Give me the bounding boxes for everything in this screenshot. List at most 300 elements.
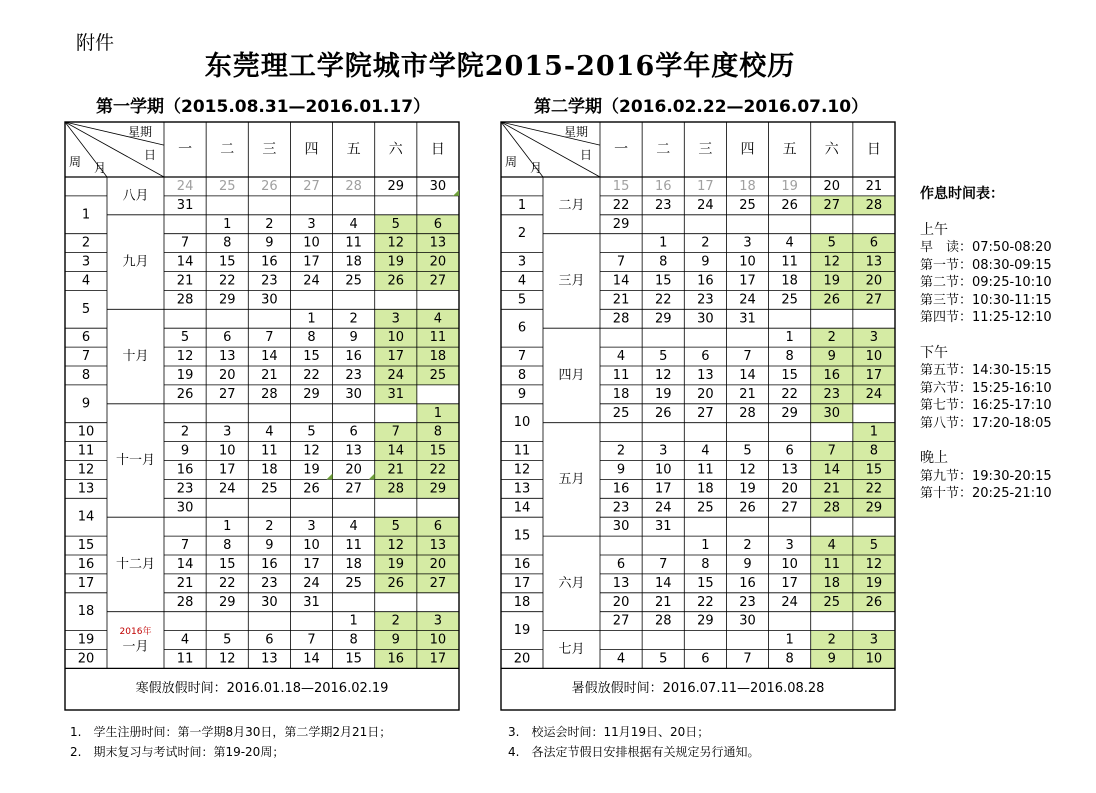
day-number: 28 [345, 178, 362, 194]
schedule-item: 第一节：08:30-09:15 [920, 257, 1052, 273]
day-number: 26 [865, 594, 883, 610]
day-number: 11 [612, 367, 630, 383]
day-number: 24 [218, 481, 236, 497]
day-number: 18 [345, 254, 362, 270]
day-number: 23 [612, 500, 630, 516]
day-number: 13 [781, 462, 798, 478]
day-number: 21 [823, 481, 841, 497]
semester2-calendar [500, 121, 896, 711]
day-number: 4 [785, 235, 794, 251]
day-number: 14 [303, 651, 320, 667]
day-number: 1 [785, 632, 794, 648]
day-number: 31 [387, 386, 405, 402]
day-number: 21 [387, 462, 405, 478]
day-number: 16 [739, 575, 756, 591]
day-number: 3 [223, 424, 232, 440]
week-number: 19 [513, 623, 531, 639]
day-number: 15 [429, 443, 447, 459]
day-number: 30 [176, 500, 194, 516]
day-number: 8 [785, 349, 794, 365]
schedule-group-title: 晚上 [920, 450, 948, 466]
weekday-header: 三 [698, 141, 713, 158]
day-number: 29 [429, 481, 447, 497]
day-number: 20 [429, 254, 447, 270]
weekday-header: 五 [346, 141, 361, 158]
weekday-header: 一 [178, 141, 193, 158]
day-number: 26 [387, 273, 405, 289]
day-number: 28 [739, 405, 756, 421]
schedule-item: 第六节：15:25-16:10 [920, 380, 1052, 396]
day-number: 3 [743, 235, 752, 251]
day-number: 25 [345, 273, 362, 289]
day-number: 30 [261, 292, 278, 308]
day-number: 24 [303, 273, 320, 289]
day-number: 25 [823, 594, 841, 610]
day-number: 7 [265, 330, 274, 346]
day-number: 28 [387, 481, 405, 497]
day-number: 12 [739, 462, 756, 478]
day-number: 10 [387, 330, 405, 346]
day-number: 5 [307, 424, 316, 440]
day-number: 30 [345, 386, 362, 402]
day-number: 23 [261, 273, 278, 289]
day-number: 10 [654, 462, 672, 478]
day-number: 29 [303, 386, 320, 402]
month-label: 月 [529, 161, 543, 175]
day-number: 29 [218, 594, 236, 610]
day-number: 22 [865, 481, 883, 497]
month-name: 十二月 [115, 556, 156, 572]
day-number: 16 [612, 481, 630, 497]
day-number: 25 [429, 367, 447, 383]
daily-schedule [920, 186, 1052, 521]
week-number: 17 [77, 575, 95, 591]
day-number: 17 [697, 178, 714, 194]
day-number: 26 [823, 292, 841, 308]
week-number: 6 [81, 330, 91, 346]
week-label: 周 [68, 155, 82, 169]
day-number: 7 [180, 235, 190, 251]
day-number: 9 [265, 235, 274, 251]
day-number: 3 [659, 443, 668, 459]
day-number: 14 [176, 254, 194, 270]
day-number: 26 [387, 575, 405, 591]
day-number: 8 [785, 651, 794, 667]
week-number: 4 [517, 273, 527, 289]
day-number: 21 [176, 273, 194, 289]
day-number: 15 [218, 556, 236, 572]
day-number: 31 [739, 311, 756, 327]
day-number: 22 [654, 292, 672, 308]
day-number: 7 [307, 632, 316, 648]
month-name: 三月 [558, 273, 585, 289]
day-number: 24 [387, 367, 405, 383]
week-number: 20 [77, 651, 95, 667]
weekday-header: 六 [824, 141, 839, 158]
day-number: 20 [781, 481, 798, 497]
weekday-header: 一 [614, 141, 629, 158]
day-number: 23 [261, 575, 278, 591]
day-number: 17 [739, 273, 756, 289]
day-number: 9 [349, 330, 358, 346]
day-number: 2 [349, 311, 358, 327]
day-number: 30 [612, 519, 630, 535]
day-number: 10 [781, 556, 798, 572]
day-number: 19 [823, 273, 841, 289]
month-name: 十月 [122, 349, 149, 365]
semester2-title: 第二学期（2016.02.22—2016.07.10） [534, 97, 869, 117]
day-number: 26 [781, 197, 798, 213]
month-name: 五月 [558, 471, 585, 487]
schedule-item: 早 读：07:50-08:20 [920, 240, 1052, 255]
day-number: 2 [265, 519, 274, 535]
schedule-group-title: 上午 [920, 221, 948, 238]
day-number: 22 [429, 462, 447, 478]
day-number: 4 [349, 216, 358, 232]
schedule-item: 第八节：17:20-18:05 [920, 415, 1052, 431]
day-number: 3 [785, 538, 794, 554]
day-number: 28 [823, 500, 841, 516]
day-number: 29 [697, 613, 714, 629]
day-number: 13 [697, 367, 714, 383]
day-number: 22 [781, 386, 798, 402]
day-number: 4 [616, 651, 626, 667]
day-number: 27 [345, 481, 362, 497]
week-number: 7 [517, 349, 527, 365]
day-number: 6 [785, 443, 794, 459]
schedule-item: 第四节：11:25-12:10 [920, 310, 1052, 325]
day-number: 2 [616, 443, 626, 459]
weekday-header: 日 [866, 141, 881, 158]
day-number: 8 [433, 424, 443, 440]
day-number: 25 [612, 405, 630, 421]
day-number: 24 [303, 575, 320, 591]
week-number: 7 [81, 349, 91, 365]
attachment-label: 附件 [76, 32, 115, 54]
weekday-header: 日 [430, 141, 445, 158]
schedule-item: 第十节：20:25-21:10 [920, 486, 1052, 501]
day-number: 15 [697, 575, 714, 591]
day-number: 2 [701, 235, 710, 251]
day-number: 10 [303, 538, 320, 554]
day-number: 20 [345, 462, 362, 478]
week-number: 13 [77, 481, 95, 497]
day-number: 12 [823, 254, 841, 270]
day-number: 9 [827, 651, 836, 667]
day-number: 18 [261, 462, 278, 478]
day-number: 27 [781, 500, 798, 516]
week-number: 11 [513, 443, 531, 459]
day-number: 20 [697, 386, 714, 402]
week-number: 1 [517, 197, 527, 213]
notes-left [70, 722, 391, 762]
day-number: 6 [433, 519, 443, 535]
day-number: 3 [433, 613, 443, 629]
day-number: 9 [743, 556, 752, 572]
day-number: 21 [176, 575, 194, 591]
weekday-header: 四 [304, 141, 319, 158]
day-number: 10 [865, 651, 883, 667]
day-number: 15 [612, 178, 630, 194]
day-number: 8 [659, 254, 668, 270]
weekday-header: 六 [388, 141, 403, 158]
week-number: 8 [81, 367, 91, 383]
day-number: 23 [345, 367, 362, 383]
day-number: 30 [261, 594, 278, 610]
day-number: 6 [701, 349, 710, 365]
day-number: 13 [429, 235, 447, 251]
day-number: 15 [865, 462, 883, 478]
weekday-header: 四 [740, 141, 755, 158]
day-number: 24 [781, 594, 798, 610]
day-number: 20 [865, 273, 883, 289]
day-number: 3 [307, 519, 316, 535]
day-number: 1 [659, 235, 668, 251]
day-number: 9 [391, 632, 400, 648]
day-number: 4 [180, 632, 190, 648]
day-number: 17 [303, 556, 320, 572]
day-number: 28 [865, 197, 883, 213]
day-number: 9 [265, 538, 274, 554]
day-number: 13 [612, 575, 630, 591]
day-number: 23 [823, 386, 841, 402]
day-number: 9 [701, 254, 710, 270]
week-number: 14 [513, 500, 531, 516]
week-number: 15 [513, 528, 531, 544]
day-number: 18 [739, 178, 756, 194]
day-number: 10 [429, 632, 447, 648]
vacation-text: 暑假放假时间：2016.07.11—2016.08.28 [571, 681, 825, 697]
day-number: 27 [429, 575, 447, 591]
day-number: 5 [743, 443, 752, 459]
week-number: 13 [513, 481, 531, 497]
day-number: 24 [697, 197, 714, 213]
month-name: 七月 [558, 642, 585, 657]
day-number: 17 [781, 575, 798, 591]
schedule-item: 第九节：19:30-20:15 [920, 468, 1052, 484]
day-number: 17 [865, 367, 883, 383]
day-number: 15 [218, 254, 236, 270]
day-number: 14 [739, 367, 756, 383]
note-item: 2. 期末复习与考试时间：第19-20周； [70, 745, 285, 759]
note-item: 3. 校运会时间：11月19日、20日； [508, 725, 710, 739]
schedule-heading: 作息时间表： [920, 186, 1004, 202]
day-number: 16 [654, 178, 672, 194]
schedule-item: 第三节：10:30-11:15 [920, 292, 1052, 308]
day-number: 10 [865, 349, 883, 365]
day-number: 28 [612, 311, 630, 327]
day-number: 6 [223, 330, 232, 346]
week-number: 5 [517, 292, 527, 308]
notes-right [508, 722, 759, 762]
week-number: 4 [81, 273, 91, 289]
day-number: 30 [429, 178, 447, 194]
day-number: 1 [785, 330, 794, 346]
day-number: 13 [218, 349, 236, 365]
day-number: 20 [612, 594, 630, 610]
day-number: 31 [176, 197, 194, 213]
month-name: 六月 [558, 575, 585, 591]
day-number: 1 [223, 216, 232, 232]
day-number: 3 [869, 632, 879, 648]
day-number: 10 [303, 235, 320, 251]
week-number: 2 [517, 226, 527, 242]
semester1-title: 第一学期（2015.08.31—2016.01.17） [96, 97, 431, 117]
day-number: 19 [176, 367, 194, 383]
day-number: 2 [827, 330, 836, 346]
week-number: 3 [81, 254, 91, 270]
day-number: 18 [345, 556, 362, 572]
day-number: 18 [781, 273, 798, 289]
day-number: 12 [218, 651, 236, 667]
day-number: 14 [261, 349, 278, 365]
day-number: 5 [827, 235, 836, 251]
day-number: 28 [654, 613, 672, 629]
week-number: 19 [77, 632, 95, 648]
week-number: 12 [513, 462, 531, 478]
day-number: 17 [654, 481, 672, 497]
day-number: 6 [265, 632, 274, 648]
day-number: 9 [180, 443, 190, 459]
day-number: 29 [654, 311, 672, 327]
week-number: 16 [513, 556, 531, 572]
day-number: 13 [261, 651, 278, 667]
day-number: 27 [218, 386, 236, 402]
day-number: 18 [429, 349, 447, 365]
day-number: 24 [865, 386, 883, 402]
week-label: 周 [504, 155, 518, 169]
day-number: 26 [739, 500, 756, 516]
day-number: 19 [781, 178, 798, 194]
day-label: 日 [143, 148, 157, 162]
week-number: 15 [77, 538, 95, 554]
schedule-group [920, 345, 1052, 433]
week-number: 12 [77, 462, 95, 478]
weekday-header: 三 [262, 141, 277, 158]
day-number: 29 [218, 292, 236, 308]
week-number: 20 [513, 651, 531, 667]
note-item: 1. 学生注册时间：第一学期8月30日，第二学期2月21日； [70, 725, 392, 739]
week-number: 14 [77, 509, 95, 525]
day-number: 13 [429, 538, 447, 554]
day-number: 23 [654, 197, 672, 213]
week-number: 18 [513, 594, 531, 610]
day-number: 4 [265, 424, 274, 440]
day-number: 5 [391, 519, 400, 535]
day-number: 1 [223, 519, 232, 535]
schedule-item: 第五节：14:30-15:15 [920, 363, 1052, 378]
day-number: 31 [654, 519, 672, 535]
month-name: 四月 [558, 367, 585, 383]
day-number: 8 [869, 443, 879, 459]
day-number: 2 [827, 632, 836, 648]
day-number: 3 [869, 330, 879, 346]
day-number: 19 [387, 556, 405, 572]
day-number: 9 [616, 462, 626, 478]
day-number: 26 [654, 405, 672, 421]
page-title: 东莞理工学院城市学院2015-2016学年度校历 [204, 51, 796, 82]
day-number: 11 [823, 556, 841, 572]
day-number: 13 [345, 443, 362, 459]
day-number: 6 [433, 216, 443, 232]
day-number: 1 [701, 538, 710, 554]
day-number: 28 [261, 386, 278, 402]
day-number: 11 [429, 330, 447, 346]
day-number: 1 [869, 424, 879, 440]
day-number: 16 [345, 349, 362, 365]
day-number: 22 [303, 367, 320, 383]
day-number: 29 [387, 178, 405, 194]
day-number: 12 [387, 538, 405, 554]
day-number: 2 [391, 613, 400, 629]
semester1-calendar [64, 121, 460, 711]
day-number: 27 [303, 178, 320, 194]
day-number: 19 [654, 386, 672, 402]
day-number: 16 [261, 556, 278, 572]
day-number: 3 [391, 311, 400, 327]
weekday-label: 星期 [127, 125, 153, 139]
day-number: 27 [612, 613, 630, 629]
week-number: 9 [517, 386, 527, 402]
schedule-item: 第二节：09:25-10:10 [920, 275, 1052, 290]
day-number: 7 [391, 424, 400, 440]
day-number: 5 [223, 632, 232, 648]
day-number: 28 [176, 292, 194, 308]
day-number: 12 [865, 556, 883, 572]
day-number: 25 [218, 178, 236, 194]
corner-mark [327, 473, 333, 479]
month-name: 一月 [122, 639, 149, 655]
day-number: 8 [307, 330, 316, 346]
day-number: 21 [612, 292, 630, 308]
day-number: 6 [869, 235, 879, 251]
day-number: 25 [739, 197, 756, 213]
day-number: 22 [612, 197, 630, 213]
day-number: 10 [739, 254, 756, 270]
day-number: 23 [697, 292, 714, 308]
day-number: 4 [701, 443, 710, 459]
day-number: 22 [218, 575, 236, 591]
day-number: 1 [307, 311, 316, 327]
year-label: 2016年 [119, 627, 152, 638]
day-number: 25 [345, 575, 362, 591]
weekday-header: 二 [220, 141, 235, 158]
day-number: 14 [387, 443, 405, 459]
day-number: 24 [739, 292, 756, 308]
day-number: 12 [176, 349, 194, 365]
day-number: 15 [781, 367, 798, 383]
corner-mark [453, 190, 459, 196]
day-number: 11 [781, 254, 798, 270]
day-number: 14 [176, 556, 194, 572]
day-number: 30 [823, 405, 841, 421]
day-number: 16 [387, 651, 405, 667]
day-number: 26 [303, 481, 320, 497]
day-number: 6 [701, 651, 710, 667]
day-number: 27 [865, 292, 883, 308]
week-number: 18 [77, 604, 95, 620]
week-number: 9 [81, 396, 91, 412]
day-number: 24 [654, 500, 672, 516]
month-label: 月 [93, 161, 107, 175]
day-number: 1 [349, 613, 358, 629]
day-number: 31 [303, 594, 320, 610]
day-number: 2 [265, 216, 274, 232]
day-number: 4 [349, 519, 358, 535]
day-number: 9 [827, 349, 836, 365]
day-number: 14 [612, 273, 630, 289]
day-number: 19 [865, 575, 883, 591]
